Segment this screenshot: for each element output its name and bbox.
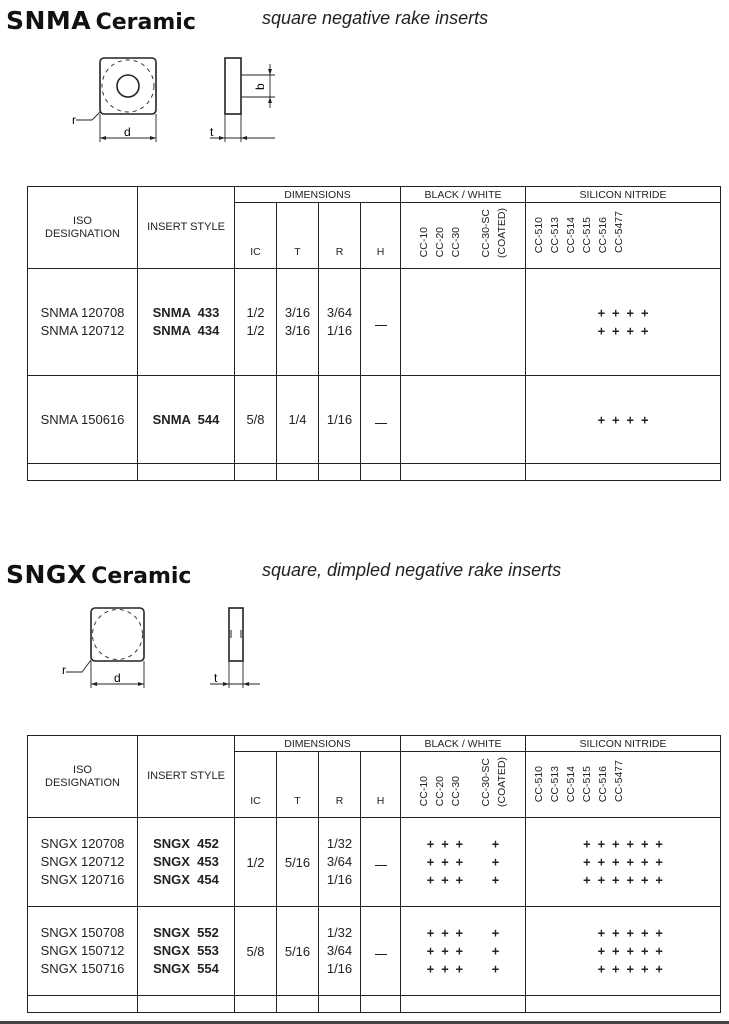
sngx-insert-diagram (60, 600, 280, 695)
snma-diagram-label-b: b (253, 83, 267, 90)
table-row (28, 376, 721, 464)
sn-marks-cell: + + + + + + + + + + + + + + + + + + (526, 818, 721, 907)
col-r: R (319, 203, 361, 269)
insert-style-header: INSERT STYLE (138, 736, 235, 818)
section1-subtitle: square negative rake inserts (262, 8, 489, 28)
silicon-nitride-header: SILICON NITRIDE (526, 736, 721, 752)
table-spacer-row (28, 464, 721, 481)
col-t: T (277, 203, 319, 269)
section2-subtitle: square, dimpled negative rake inserts (262, 560, 562, 580)
h-cell (361, 376, 401, 464)
bw-grades: CC-10 CC-20 CC-30 CC-30-SC (COATED) (401, 203, 526, 269)
ic-cell: 5/8 (235, 376, 277, 464)
iso-designation-header: ISO DESIGNATION (28, 736, 138, 818)
sn-grades: CC-510 CC-513 CC-514 CC-515 CC-516 CC-5477 (526, 752, 721, 818)
t-cell: 1/4 (277, 376, 319, 464)
r-cell: 1/32 3/64 1/16 (319, 818, 361, 907)
bw-marks-cell (401, 376, 526, 464)
black-white-header: BLACK / WHITE (401, 187, 526, 203)
sn-grades: CC-510 CC-513 CC-514 CC-515 CC-516 CC-5477 (526, 203, 721, 269)
snma-spec-table (27, 186, 721, 481)
dimensions-header: DIMENSIONS (235, 187, 401, 203)
col-r: R (319, 752, 361, 818)
sn-marks-cell: + + + + (526, 376, 721, 464)
r-cell: 3/64 1/16 (319, 269, 361, 376)
h-cell (361, 818, 401, 907)
dimensions-header: DIMENSIONS (235, 736, 401, 752)
col-h: H (361, 203, 401, 269)
table-row (28, 269, 721, 376)
ic-cell: 1/2 (235, 818, 277, 907)
col-ic: IC (235, 752, 277, 818)
bw-marks-cell: + + + + + + + + + + + + (401, 818, 526, 907)
bw-marks-cell: + + + + + + + + + + + + (401, 907, 526, 996)
style-cell: SNGX 452 SNGX 453 SNGX 454 (138, 818, 235, 907)
bw-grades: CC-10 CC-20 CC-30 CC-30-SC (COATED) (401, 752, 526, 818)
style-cell: SNGX 552 SNGX 553 SNGX 554 (138, 907, 235, 996)
snma-diagram-label-r: r (72, 113, 76, 127)
iso-cell: SNGX 120708 SNGX 120712 SNGX 120716 (28, 818, 138, 907)
t-cell: 3/16 3/16 (277, 269, 319, 376)
table-spacer-row (28, 996, 721, 1013)
col-ic: IC (235, 203, 277, 269)
sngx-diagram-label-r: r (62, 663, 66, 677)
h-cell (361, 269, 401, 376)
style-cell: SNMA 433 SNMA 434 (138, 269, 235, 376)
iso-designation-header: ISO DESIGNATION (28, 187, 138, 269)
section2-title-sub: Ceramic (91, 564, 192, 589)
r-cell: 1/32 3/64 1/16 (319, 907, 361, 996)
black-white-header: BLACK / WHITE (401, 736, 526, 752)
table-row (28, 818, 721, 907)
col-h: H (361, 752, 401, 818)
iso-cell: SNGX 150708 SNGX 150712 SNGX 150716 (28, 907, 138, 996)
bw-marks-cell (401, 269, 526, 376)
sngx-diagram-label-d: d (114, 671, 121, 685)
table-row (28, 907, 721, 996)
t-cell: 5/16 (277, 818, 319, 907)
insert-style-header: INSERT STYLE (138, 187, 235, 269)
sn-marks-cell: + + + + + + + + (526, 269, 721, 376)
snma-insert-diagram (70, 50, 290, 150)
section1-title-main: SNMA (6, 6, 92, 35)
ic-cell: 5/8 (235, 907, 277, 996)
r-cell: 1/16 (319, 376, 361, 464)
style-cell: SNMA 544 (138, 376, 235, 464)
col-t: T (277, 752, 319, 818)
section2-title-main: SNGX (6, 560, 87, 589)
iso-cell: SNMA 150616 (28, 376, 138, 464)
section2-title (6, 560, 191, 589)
snma-diagram-label-t: t (210, 125, 214, 139)
h-cell (361, 907, 401, 996)
sngx-spec-table (27, 735, 721, 1013)
silicon-nitride-header: SILICON NITRIDE (526, 187, 721, 203)
iso-cell: SNMA 120708 SNMA 120712 (28, 269, 138, 376)
section1-title-sub: Ceramic (95, 10, 196, 35)
t-cell: 5/16 (277, 907, 319, 996)
sn-marks-cell: + + + + + + + + + + + + + + + (526, 907, 721, 996)
snma-diagram-label-d: d (124, 125, 131, 139)
section1-title (6, 6, 196, 35)
sngx-diagram-label-t: t (214, 671, 218, 685)
ic-cell: 1/2 1/2 (235, 269, 277, 376)
